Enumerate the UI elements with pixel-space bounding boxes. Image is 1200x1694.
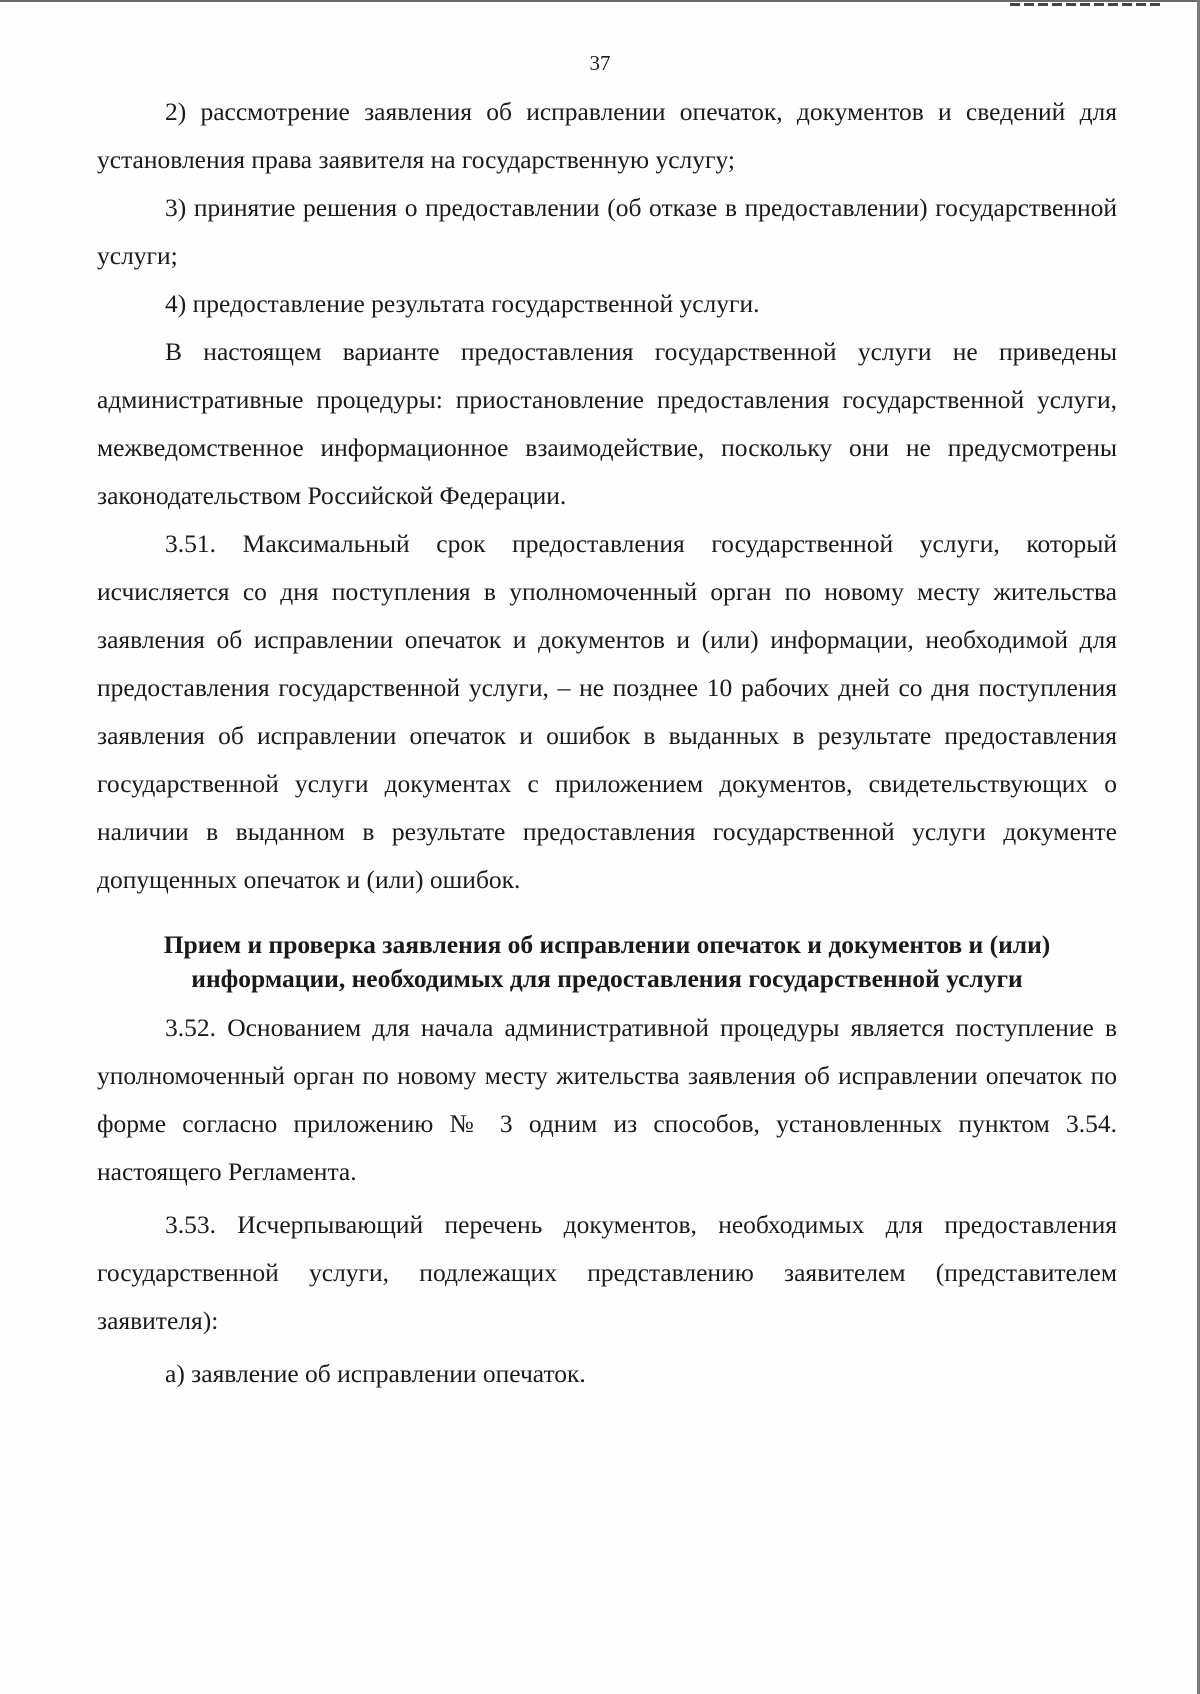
scan-mark [1010, 3, 1160, 6]
paragraph-item-3: 3) принятие решения о предоставлении (об отказе в предоставлении) государственной услуги; [97, 193, 1117, 270]
section-heading: Прием и проверка заявления об исправлении опечаток и документов и (или) информации, необходимых для предоставления государственной услуги [163, 930, 1051, 993]
paragraph-item-2: 2) рассмотрение заявления об исправлении опечаток, документов и сведений для установления права заявителя на государственную услугу; [97, 97, 1117, 174]
paragraph-3-53: 3.53. Исчерпывающий перечень документов, необходимых для предоставления государственной услуги, подлежащих представлению заявителем (представителем заявителя): [97, 1210, 1117, 1335]
document-body [97, 88, 1117, 1398]
paragraph-3-51: 3.51. Максимальный срок предоставления государственной услуги, который исчисляется со дня поступления в уполномоченный орган по новому месту жительства заявления об исправлении опечаток и документов и (или) информации, необходимой для предоставления государственной услуги, – не позднее 10 рабочих дней со дня поступления заявления об исправлении опечаток и ошибок в выданных в результате предоставления государственной услуги документах с приложением документов, свидетельствующих о наличии в выданном в результате предоставления государственной услуги документе допущенных опечаток и (или) ошибок. [97, 529, 1117, 894]
paragraph-not-listed-procedures: В настоящем варианте предоставления государственной услуги не приведены административные процедуры: приостановление предоставления государственной услуги, межведомственное информационное взаимодействие, поскольку они не предусмотрены законодательством Российской Федерации. [97, 337, 1117, 510]
paragraph-3-52: 3.52. Основанием для начала административной процедуры является поступление в уполномоченный орган по новому месту жительства заявления об исправлении опечаток по форме согласно приложению № 3 одним из способов, установленных пунктом 3.54. настоящего Регламента. [97, 1013, 1117, 1186]
paragraph-item-a: а) заявление об исправлении опечаток. [165, 1359, 586, 1388]
page-number: 37 [589, 51, 611, 75]
paragraph-item-4: 4) предоставление результата государственной услуги. [165, 289, 760, 318]
scan-edge-top [0, 0, 1200, 2]
